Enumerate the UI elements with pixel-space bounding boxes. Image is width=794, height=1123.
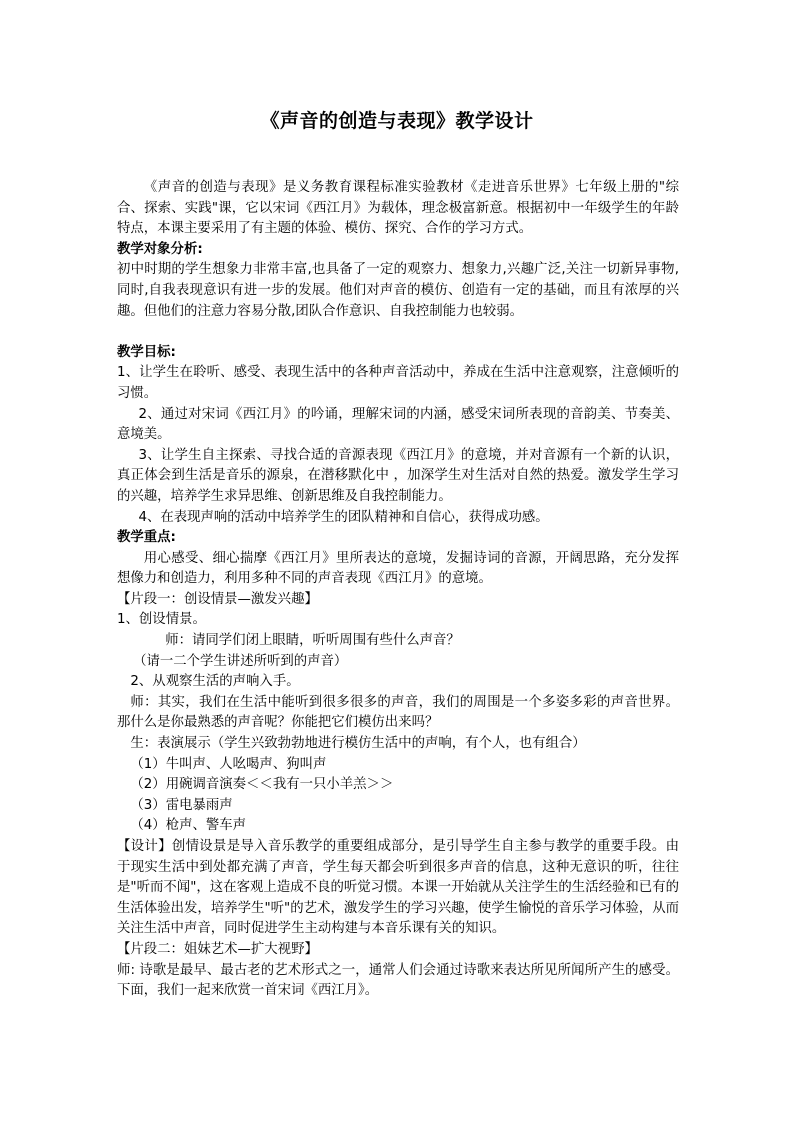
goal-item: 2、通过对宋词《西江月》的吟诵，理解宋词的内涵，感受宋词所表现的音韵美、节奏美、意境美。 [117, 406, 679, 443]
list-item: （2）用碗调音演奏＜＜我有一只小羊羔＞＞ [130, 777, 394, 793]
intro-paragraph: 《声音的创造与表现》是义务教育课程标准实验教材《走进音乐世界》七年级上册的"综合、探索、实践"课，它以宋词《西江月》为载体，理念极富新意。根据初中一年级学生的年龄特点，本课主要采用了有主题的体验、模仿、探究、合作的学习方式。 [117, 180, 679, 237]
list-item: （3）雷电暴雨声 [130, 797, 233, 813]
segment1-teacher-line: 师：其实，我们在生活中能听到很多很多的声音，我们的周围是一个多姿多彩的声音世界。那什么是你最熟悉的声音呢？你能把它们模仿出来吗？ [117, 694, 679, 731]
list-item: （4）枪声、警车声 [130, 818, 247, 834]
segment1-design-note: 【设计】创情设景是导入音乐教学的重要组成部分，是引导学生自主参与教学的重要手段。由于现实生活中到处都充满了声音，学生每天都会听到很多声音的信息，这种无意识的听，往往是"听而不闻"，这在客观上造成不良的听觉习惯。本课一开始就从关注学生的生活经验和已有的生活体验出发，培养学生"听"的艺术，激发学生的学习兴趣，使学生愉悦的音乐学习体验，从而关注生活中声音，同时促进学生主动构建与本音乐课有关的知识。 [117, 839, 679, 937]
segment1-note: （请一二个学生讲述所听到的声音） [133, 653, 348, 669]
analysis-paragraph: 初中时期的学生想象力非常丰富,也具备了一定的观察力、想象力,兴趣广泛,关注一切新异事物,同时,自我表现意识有进一步的发展。他们对声音的模仿、创造有一定的基础，而且有浓厚的兴趣。但他们的注意力容易分散,团队合作意识、自我控制能力也较弱。 [117, 262, 679, 319]
analysis-heading: 教学对象分析: [117, 241, 203, 257]
goal-item: 3、让学生自主探索、寻找合适的音源表现《西江月》的意境，并对音源有一个新的认识，真正体会到生活是音乐的源泉，在潜移默化中 ，加深学生对生活对自然的热爱。激发学生学习的兴趣，培养学生求异思维、创新思维及自我控制能力。 [117, 447, 679, 504]
goal-item: 1、让学生在聆听、感受、表现生活中的各种声音活动中，养成在生活中注意观察，注意倾听的习惯。 [117, 365, 679, 401]
goals-heading: 教学目标: [117, 344, 176, 360]
segment2-heading: 【片段二：姐妹艺术—扩大视野】 [117, 941, 318, 957]
focus-paragraph: 用心感受、细心揣摩《西江月》里所表达的意境，发掘诗词的音源，开阔思路，充分发挥想像力和创造力，利用多种不同的声音表现《西江月》的意境。 [117, 550, 679, 587]
segment2-teacher-line: 师: 诗歌是最早、最古老的艺术形式之一，通常人们会通过诗歌来表达所见所闻所产生的感受。下面，我们一起来欣赏一首宋词《西江月》。 [117, 962, 679, 999]
segment1-student-line: 生：表演展示（学生兴致勃勃地进行模仿生活中的声响，有个人，也有组合） [130, 736, 586, 752]
list-item: （1）牛叫声、人吆喝声、狗叫声 [130, 756, 327, 772]
segment1-step1: 1、创设情景。 [117, 612, 206, 628]
segment1-step2: 2、从观察生活的声响入手。 [130, 674, 300, 690]
goal-item: 4、在表现声响的活动中培养学生的团队精神和自信心，获得成功感。 [138, 509, 549, 525]
segment1-heading: 【片段一：创设情景—激发兴趣】 [117, 591, 318, 607]
document-body [117, 178, 679, 1002]
focus-heading: 教学重点: [117, 530, 176, 546]
document-title: 《声音的创造与表现》教学设计 [260, 110, 534, 132]
blank-line [117, 322, 679, 343]
segment1-teacher-line: 师：请同学们闭上眼睛，听听周围有些什么声音？ [165, 633, 460, 649]
